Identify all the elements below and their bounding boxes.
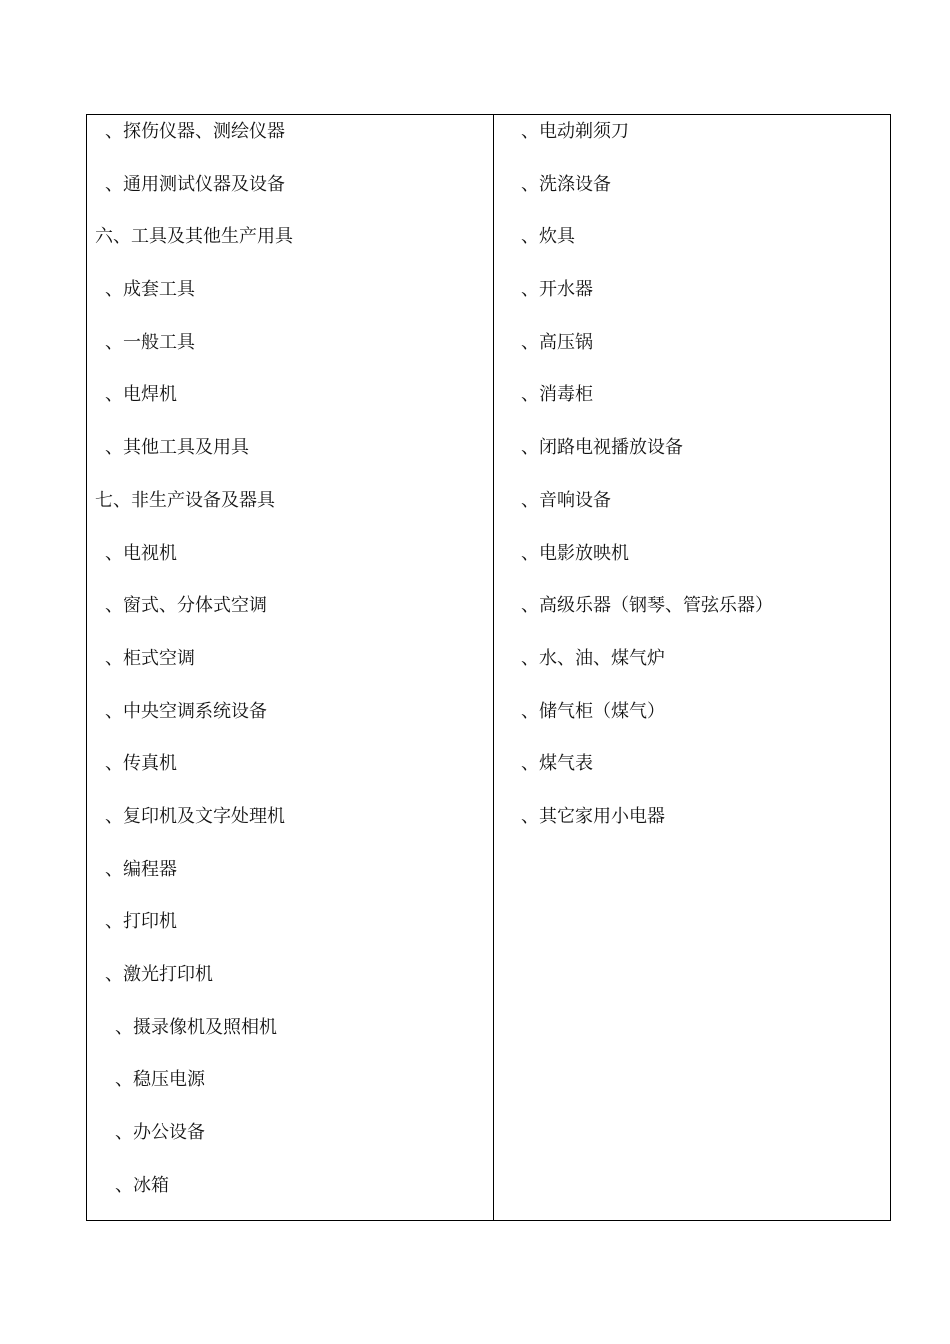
list-item: 、打印机 [105, 911, 177, 933]
list-item: 、其他工具及用具 [105, 437, 249, 459]
list-item: 、高压锅 [521, 331, 593, 353]
list-item: 、电视机 [105, 542, 177, 564]
list-item: 、编程器 [105, 858, 177, 880]
equipment-list-table [86, 114, 891, 1221]
section-heading: 七、非生产设备及器具 [95, 489, 275, 511]
left-column [87, 115, 492, 1221]
list-item: 、开水器 [521, 279, 593, 301]
list-item: 、储气柜（煤气） [521, 700, 665, 722]
section-heading: 六、工具及其他生产用具 [95, 226, 293, 248]
list-item: 、办公设备 [115, 1122, 205, 1144]
list-item: 、稳压电源 [115, 1069, 205, 1091]
list-item: 、窗式、分体式空调 [105, 595, 267, 617]
list-item: 、探伤仪器、测绘仪器 [105, 121, 285, 142]
right-column [495, 115, 890, 853]
list-item: 、炊具 [521, 226, 575, 248]
list-item: 、电影放映机 [521, 542, 629, 564]
list-item: 、煤气表 [521, 753, 593, 775]
list-item: 、通用测试仪器及设备 [105, 173, 285, 195]
list-item: 、激光打印机 [105, 964, 213, 985]
list-item: 、洗涤设备 [521, 173, 611, 195]
list-item: 、摄录像机及照相机 [115, 1016, 277, 1038]
list-item: 、中央空调系统设备 [105, 700, 267, 722]
list-item: 、消毒柜 [521, 384, 593, 406]
list-item: 、水、油、煤气炉 [521, 647, 665, 669]
list-item: 、电动剃须刀 [521, 121, 629, 142]
list-item: 、成套工具 [105, 279, 195, 301]
list-item: 、高级乐器（钢琴、管弦乐器） [521, 595, 773, 617]
list-item: 、柜式空调 [105, 647, 195, 669]
list-item: 、一般工具 [105, 331, 195, 353]
list-item: 、复印机及文字处理机 [105, 805, 285, 827]
column-divider [493, 115, 494, 1220]
list-item: 、闭路电视播放设备 [521, 437, 683, 459]
list-item: 、其它家用小电器 [521, 805, 665, 827]
list-item: 、冰箱 [115, 1174, 169, 1196]
list-item: 、电焊机 [105, 384, 177, 406]
list-item: 、音响设备 [521, 489, 611, 511]
list-item: 、传真机 [105, 753, 177, 775]
